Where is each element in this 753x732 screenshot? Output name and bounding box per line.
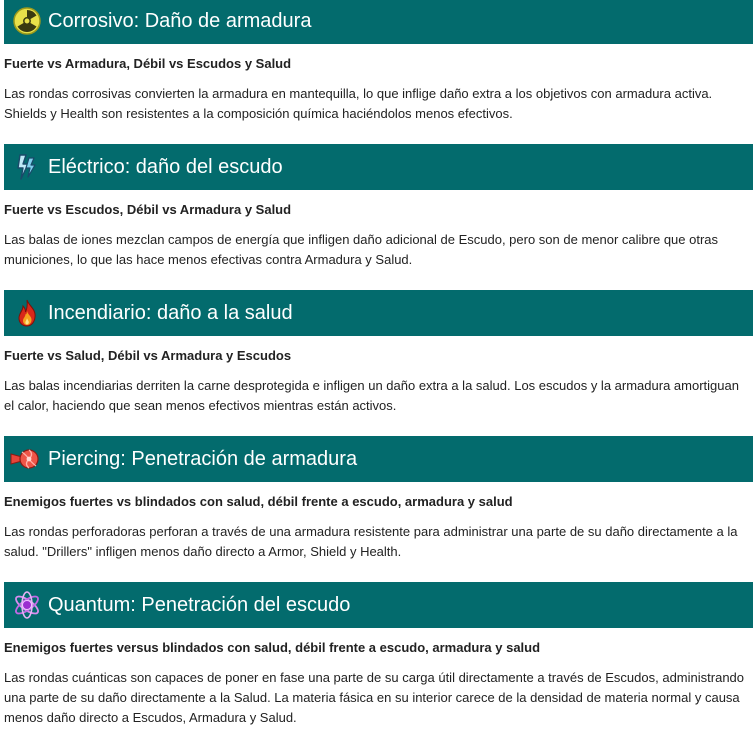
section-description: Las balas de iones mezclan campos de energía que infligen daño adicional de Escudo, pero son de menor calibre que otras municiones, lo que las hace menos efectivas contra Armadura y Salud. bbox=[4, 232, 719, 267]
section-electric bbox=[4, 144, 753, 290]
radiation-icon bbox=[12, 6, 42, 36]
section-description: Las rondas perforadoras perforan a través de una armadura resistente para administrar una parte de su daño directamente a la salud. "Drillers" infligen menos daño directo a Armor, Shield y Health. bbox=[4, 524, 738, 559]
section-subtitle: Enemigos fuertes versus blindados con salud, débil frente a escudo, armadura y salud bbox=[4, 640, 541, 655]
section-subtitle: Fuerte vs Escudos, Débil vs Armadura y Salud bbox=[4, 202, 292, 217]
section-quantum bbox=[4, 582, 753, 732]
flame-icon bbox=[12, 298, 42, 328]
section-title: Eléctrico: daño del escudo bbox=[48, 156, 283, 178]
section-title: Incendiario: daño a la salud bbox=[48, 302, 293, 324]
lightning-icon bbox=[12, 152, 42, 182]
section-header-bar bbox=[4, 436, 753, 482]
section-title: Quantum: Penetración del escudo bbox=[48, 594, 351, 616]
section-description: Las rondas cuánticas son capaces de poner en fase una parte de su carga útil directamente a través de Escudos, administrando una parte de su daño directamente a la Salud. La materia fásica en su interior carece de la densidad de materia normal y causa menos daño directo a Escudos, Armadura y Salud. bbox=[4, 670, 745, 725]
section-subtitle: Fuerte vs Salud, Débil vs Armadura y Escudos bbox=[4, 348, 292, 363]
drill-icon bbox=[8, 444, 42, 474]
section-corrosive bbox=[4, 0, 753, 144]
section-piercing bbox=[4, 436, 753, 582]
section-title: Corrosivo: Daño de armadura bbox=[48, 10, 312, 32]
section-header-bar bbox=[4, 582, 753, 628]
section-header-bar bbox=[4, 290, 753, 336]
section-description: Las rondas corrosivas convierten la armadura en mantequilla, lo que inflige daño extra a los objetivos con armadura activa. Shields y Health son resistentes a la composición química haciéndolos menos efectivos. bbox=[4, 86, 713, 121]
section-subtitle: Enemigos fuertes vs blindados con salud, débil frente a escudo, armadura y salud bbox=[4, 494, 513, 509]
section-header-bar bbox=[4, 0, 753, 44]
section-description: Las balas incendiarias derriten la carne desprotegida e infligen un daño extra a la salud. Los escudos y la armadura amortiguan el calor, haciendo que sean menos efectivos mientras están activos. bbox=[4, 378, 739, 413]
section-title: Piercing: Penetración de armadura bbox=[48, 448, 358, 470]
section-incendiary bbox=[4, 290, 753, 436]
atom-icon bbox=[12, 590, 42, 620]
section-header-bar bbox=[4, 144, 753, 190]
section-subtitle: Fuerte vs Armadura, Débil vs Escudos y Salud bbox=[4, 56, 292, 71]
